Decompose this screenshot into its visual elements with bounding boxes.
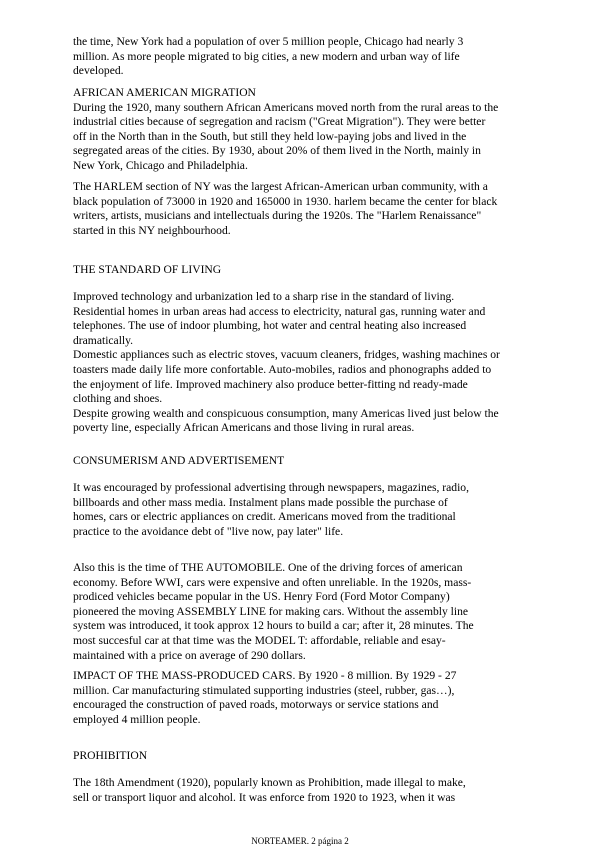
- harlem-paragraph: [73, 180, 533, 238]
- text-line: IMPACT OF THE MASS-PRODUCED CARS. By 1920 - 8 million. By 1929 - 27: [73, 669, 457, 682]
- text-line: The HARLEM section of NY was the largest African-American urban community, with a: [73, 180, 488, 193]
- prohibition-paragraph: [73, 776, 533, 805]
- text-line: developed.: [73, 64, 124, 78]
- text-line: It was encouraged by professional advertising through newspapers, magazines, radio,: [73, 481, 469, 494]
- text-line: maintained with a price on average of 290 dollars.: [73, 648, 306, 662]
- text-line: the enjoyment of life. Improved machinery also produce better-fitting nd ready-made: [73, 377, 468, 391]
- section-heading: THE STANDARD OF LIVING: [73, 263, 222, 276]
- text-line: billboards and other mass media. Instalment plans made possible the purchase of: [73, 495, 448, 509]
- section-heading-consumerism: [73, 454, 533, 469]
- text-line: economy. Before WWI, cars were expensive and often unreliable. In the 1920s, mass-: [73, 575, 472, 589]
- text-line: telephones. The use of indoor plumbing, hot water and central heating also increased: [73, 319, 467, 333]
- text-line: off in the North than in the South, but still they held low-paying jobs and lived in the: [73, 129, 467, 143]
- text-line: Improved technology and urbanization led to a sharp rise in the standard of living.: [73, 290, 455, 303]
- text-line: million. As more people migrated to big cities, a new modern and urban way of life: [73, 49, 460, 63]
- page-footer: NORTEAMER. 2 página 2: [251, 836, 349, 846]
- impact-paragraph: [73, 669, 533, 727]
- text-line: Domestic appliances such as electric stoves, vacuum cleaners, fridges, washing machines or: [73, 348, 500, 362]
- text-line: most succesful car at that time was the MODEL T: affordable, reliable and esay-: [73, 633, 446, 647]
- section-heading: CONSUMERISM AND ADVERTISEMENT: [73, 454, 285, 467]
- text-line: writers, artists, musicians and intellectuals during the 1920s. The "Harlem Renaissance": [73, 209, 482, 223]
- section-heading: AFRICAN AMERICAN MIGRATION: [73, 86, 256, 99]
- text-line: million. Car manufacturing stimulated supporting industries (steel, rubber, gas…),: [73, 683, 455, 697]
- text-line: black population of 73000 in 1920 and 165000 in 1930. harlem became the center for black: [73, 194, 498, 208]
- text-line: prodiced vehicles became popular in the US. Henry Ford (Ford Motor Company): [73, 590, 450, 604]
- text-line: poverty line, especially African Americans and those living in rural areas.: [73, 421, 415, 435]
- text-line: started in this NY neighbourhood.: [73, 223, 231, 237]
- automobile-paragraph: [73, 561, 533, 663]
- section-heading-standard-of-living: [73, 263, 533, 278]
- text-line: encouraged the construction of paved roads, motorways or service stations and: [73, 698, 439, 712]
- consumerism-paragraph: [73, 481, 533, 539]
- text-line: employed 4 million people.: [73, 712, 201, 726]
- text-line: The 18th Amendment (1920), popularly known as Prohibition, made illegal to make,: [73, 776, 466, 789]
- standard-of-living-paragraph: [73, 290, 533, 436]
- section-african-american-migration: [73, 86, 533, 174]
- text-line: the time, New York had a population of over 5 million people, Chicago had nearly 3: [73, 35, 464, 48]
- section-heading: PROHIBITION: [73, 749, 148, 762]
- text-line: practice to the avoidance debt of "live now, pay later" life.: [73, 524, 344, 538]
- text-line: system was introduced, it took approx 12 hours to build a car; after it, 28 minutes. The: [73, 619, 474, 633]
- text-line: homes, cars or electric appliances on credit. Americans moved from the traditional: [73, 510, 456, 524]
- text-line: industrial cities because of segregation and racism ("Great Migration"). They were better: [73, 115, 486, 129]
- text-line: pioneered the moving ASSEMBLY LINE for making cars. Without the assembly line: [73, 604, 469, 618]
- text-line: Despite growing wealth and conspicuous consumption, many Americas lived just below the: [73, 406, 499, 420]
- text-line: New York, Chicago and Philadelphia.: [73, 158, 248, 172]
- text-line: Residential homes in urban areas had access to electricity, natural gas, running water and: [73, 304, 486, 318]
- intro-paragraph: [73, 35, 533, 79]
- text-line: sell or transport liquor and alcohol. It was enforce from 1920 to 1923, when it was: [73, 790, 456, 804]
- text-line: clothing and shoes.: [73, 392, 163, 406]
- section-heading-prohibition: [73, 749, 533, 764]
- text-line: dramatically.: [73, 333, 134, 347]
- text-line: Also this is the time of THE AUTOMOBILE. One of the driving forces of american: [73, 561, 463, 574]
- text-line: segregated areas of the cities. By 1930, about 20% of them lived in the North, mainly in: [73, 144, 481, 158]
- text-line: toasters made daily life more confortable. Auto-mobiles, radios and phonographs added to: [73, 362, 492, 376]
- text-line: During the 1920, many southern African Americans moved north from the rural areas to the: [73, 100, 499, 114]
